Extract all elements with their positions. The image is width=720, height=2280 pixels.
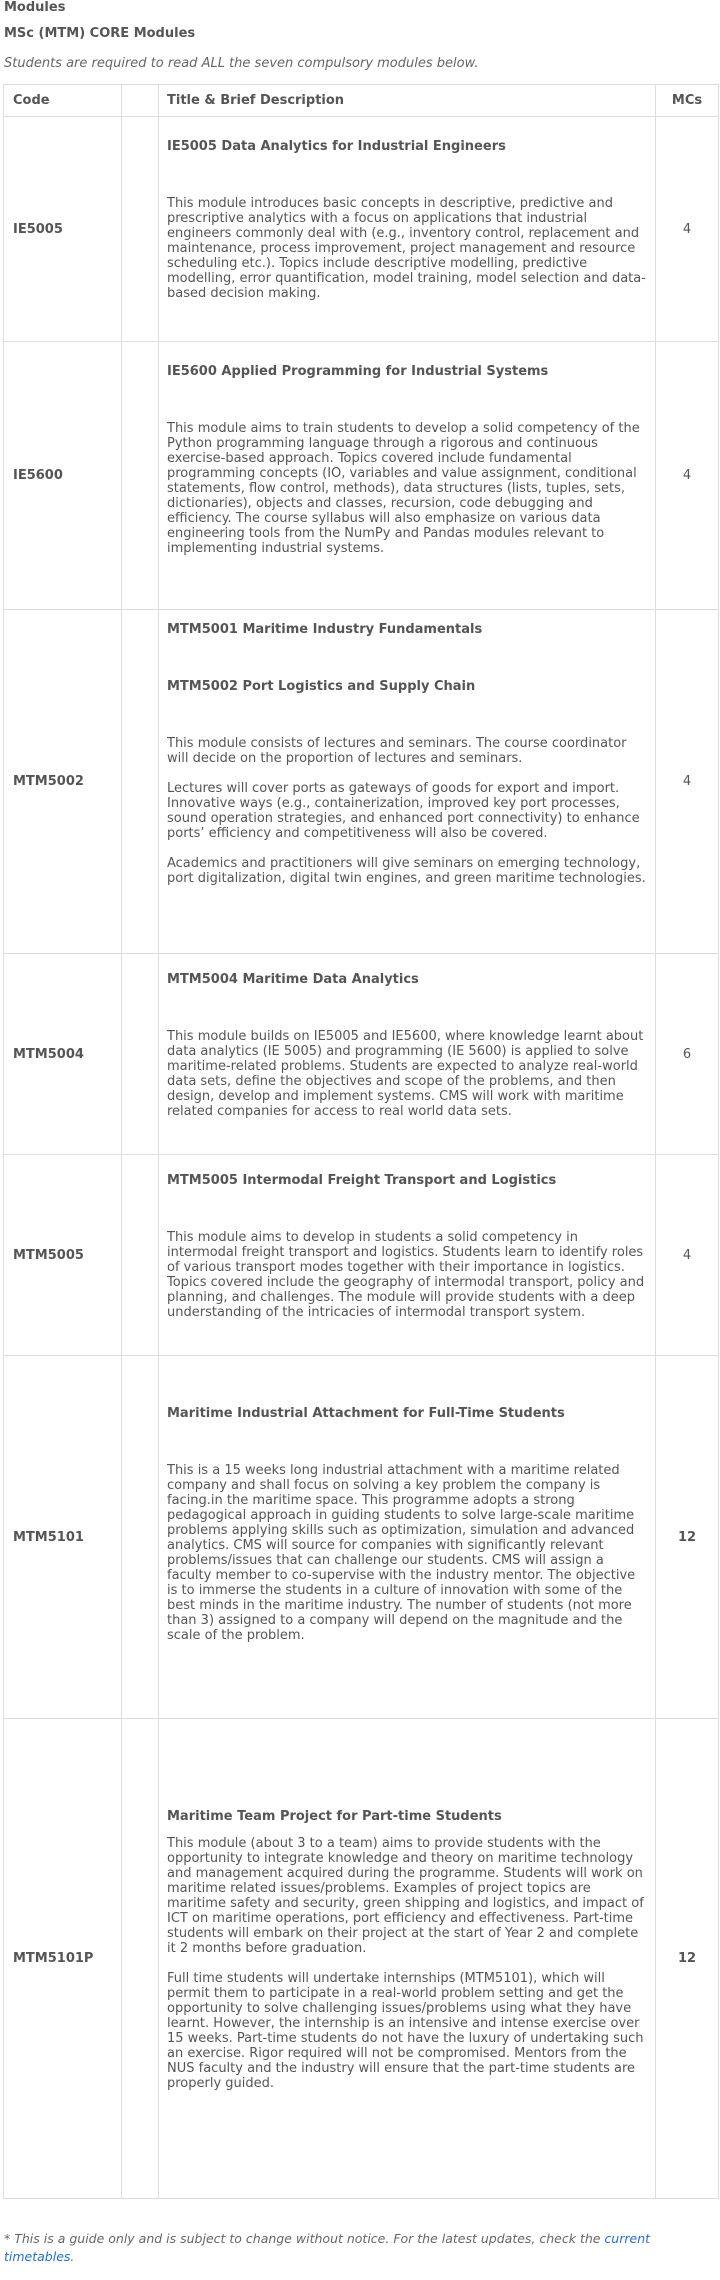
module-code: MTM5101	[4, 1356, 122, 1719]
table-row	[4, 342, 719, 610]
table-row	[4, 1356, 719, 1719]
blank-cell	[122, 1719, 159, 2199]
module-description: Lectures will cover ports as gateways of goods for export and import. Innovative ways (e.g., containerization, improved key port processes, sound operation strategies, and enhanced port connectivity) to enhance ports’ efficiency and competitiveness will also be covered.	[167, 781, 640, 841]
table-row	[4, 954, 719, 1155]
module-title: MTM5005 Intermodal Freight Transport and Logistics	[167, 1173, 557, 1188]
blank-cell	[122, 117, 159, 342]
module-title: IE5600 Applied Programming for Industrial Systems	[167, 364, 549, 379]
module-code: MTM5002	[4, 610, 122, 954]
blank-cell	[122, 610, 159, 954]
module-description: This module aims to train students to develop a solid competency of the Python programming language through a rigorous and continuous exercise-based approach. Topics covered include fundamental programming concepts (IO, variables and value assignment, conditional statements, flow control, methods), data structures (lists, tuples, sets, dictionaries), objects and classes, recursion, code debugging and efficiency. The course syllabus will also emphasize on various data engineering tools from the NumPy and Pandas modules relevant to implementing industrial systems.	[167, 421, 640, 556]
intro-text: Students are required to read ALL the seven compulsory modules below.	[4, 56, 479, 71]
module-description: This module builds on IE5005 and IE5600, where knowledge learnt about data analytics (IE 5005) and programming (IE 5600) is applied to solve maritime-related problems. Students are expected to analyze real-world data sets, define the objectives and scope of the problems, and then design, develop and implement systems. CMS will work with maritime related companies for access to real world data sets.	[167, 1029, 644, 1119]
module-credits: 4	[656, 117, 719, 342]
module-description: This module aims to develop in students a solid competency in intermodal freight transport and logistics. Students learn to identify roles of various transport modes together with their importance in logistics. Topics covered include the geography of intermodal transport, policy and planning, and challenges. The module will provide students with a deep understanding of the intricacies of intermodal transport system.	[167, 1230, 645, 1320]
module-credits: 12	[656, 1719, 719, 2199]
module-description: This module (about 3 to a team) aims to provide students with the opportunity to integrate knowledge and theory on maritime technology and management acquired during the programme. Students will work on maritime related issues/problems. Examples of project topics are maritime safety and security, green shipping and logistics, and impact of ICT on maritime operations, port efficiency and effectiveness. Part-time students will embark on their project at the start of Year 2 and complete it 2 months before graduation.	[167, 1836, 644, 1956]
module-description: This module introduces basic concepts in descriptive, predictive and prescriptive analytics with a focus on applications that industrial engineers commonly deal with (e.g., inventory control, replacement and maintenance, process improvement, project management and resource scheduling etc.). Topics include descriptive modelling, predictive modelling, error quantification, model training, model selection and data-based decision making.	[167, 196, 646, 301]
column-header-title: Title & Brief Description	[159, 85, 656, 117]
module-description-cell	[159, 1155, 656, 1356]
module-title: MTM5001 Maritime Industry Fundamentals	[167, 622, 483, 637]
module-description: Academics and practitioners will give seminars on emerging technology, port digitalization, digital twin engines, and green maritime technologies.	[167, 856, 646, 886]
module-title: Maritime Industrial Attachment for Full-Time Students	[167, 1406, 565, 1421]
module-title: MTM5002 Port Logistics and Supply Chain	[167, 679, 476, 694]
module-description: This is a 15 weeks long industrial attachment with a maritime related company and shall focus on solving a key problem the company is facing.in the maritime space. This programme adopts a strong pedagogical approach in guiding students to solve large-scale maritime problems applying skills such as optimization, simulation and advanced analytics. CMS will source for companies with significantly relevant problems/issues that can challenge our students. CMS will assign a faculty member to co-supervise with the industry mentor. The objective is to immerse the students in a culture of innovation with some of the best minds in the maritime industry. The number of students (not more than 3) assigned to a company will depend on the magnitude and the scale of the problem.	[167, 1463, 636, 1643]
column-header-mcs: MCs	[656, 85, 719, 117]
blank-cell	[122, 342, 159, 610]
module-credits: 12	[656, 1356, 719, 1719]
column-header-code: Code	[4, 85, 122, 117]
footnote	[4, 2230, 704, 2266]
footnote-text: * This is a guide only and is subject to change without notice. For the latest updates, check the	[4, 2231, 605, 2246]
blank-cell	[122, 1155, 159, 1356]
module-description-cell	[159, 342, 656, 610]
footnote-end: .	[70, 2249, 75, 2264]
current-timetables-link[interactable]: current timetables	[4, 2231, 651, 2264]
module-description: Full time students will undertake internships (MTM5101), which will permit them to participate in a real-world problem setting and get the opportunity to solve challenging issues/problems using what they have learnt. However, the internship is an intensive and intense exercise over 15 weeks. Part-time students do not have the luxury of undertaking such an exercise. Rigor required will not be compromised. Mentors from the NUS faculty and the industry will ensure that the part-time students are properly guided.	[167, 1971, 644, 2091]
module-code: IE5005	[4, 117, 122, 342]
module-description-cell	[159, 1356, 656, 1719]
table-header-row	[4, 85, 719, 117]
table-row	[4, 610, 719, 954]
module-credits: 6	[656, 954, 719, 1155]
module-code: MTM5005	[4, 1155, 122, 1356]
module-code: IE5600	[4, 342, 122, 610]
module-description-cell	[159, 954, 656, 1155]
module-credits: 4	[656, 610, 719, 954]
table-row	[4, 117, 719, 342]
blank-cell	[122, 1356, 159, 1719]
module-code: MTM5004	[4, 954, 122, 1155]
module-code: MTM5101P	[4, 1719, 122, 2199]
modules-table	[3, 84, 719, 2199]
module-description: This module consists of lectures and seminars. The course coordinator will decide on the proportion of lectures and seminars.	[167, 736, 627, 766]
module-description-cell	[159, 117, 656, 342]
page-heading: Modules	[4, 0, 66, 15]
module-description-cell	[159, 1719, 656, 2199]
table-row	[4, 1155, 719, 1356]
blank-cell	[122, 954, 159, 1155]
module-description-cell	[159, 610, 656, 954]
module-title: Maritime Team Project for Part-time Students	[167, 1809, 502, 1824]
table-row	[4, 1719, 719, 2199]
module-title: IE5005 Data Analytics for Industrial Engineers	[167, 139, 506, 154]
module-credits: 4	[656, 342, 719, 610]
module-credits: 4	[656, 1155, 719, 1356]
module-title: MTM5004 Maritime Data Analytics	[167, 972, 419, 987]
column-header-blank	[122, 85, 159, 117]
section-heading: MSc (MTM) CORE Modules	[4, 26, 196, 41]
